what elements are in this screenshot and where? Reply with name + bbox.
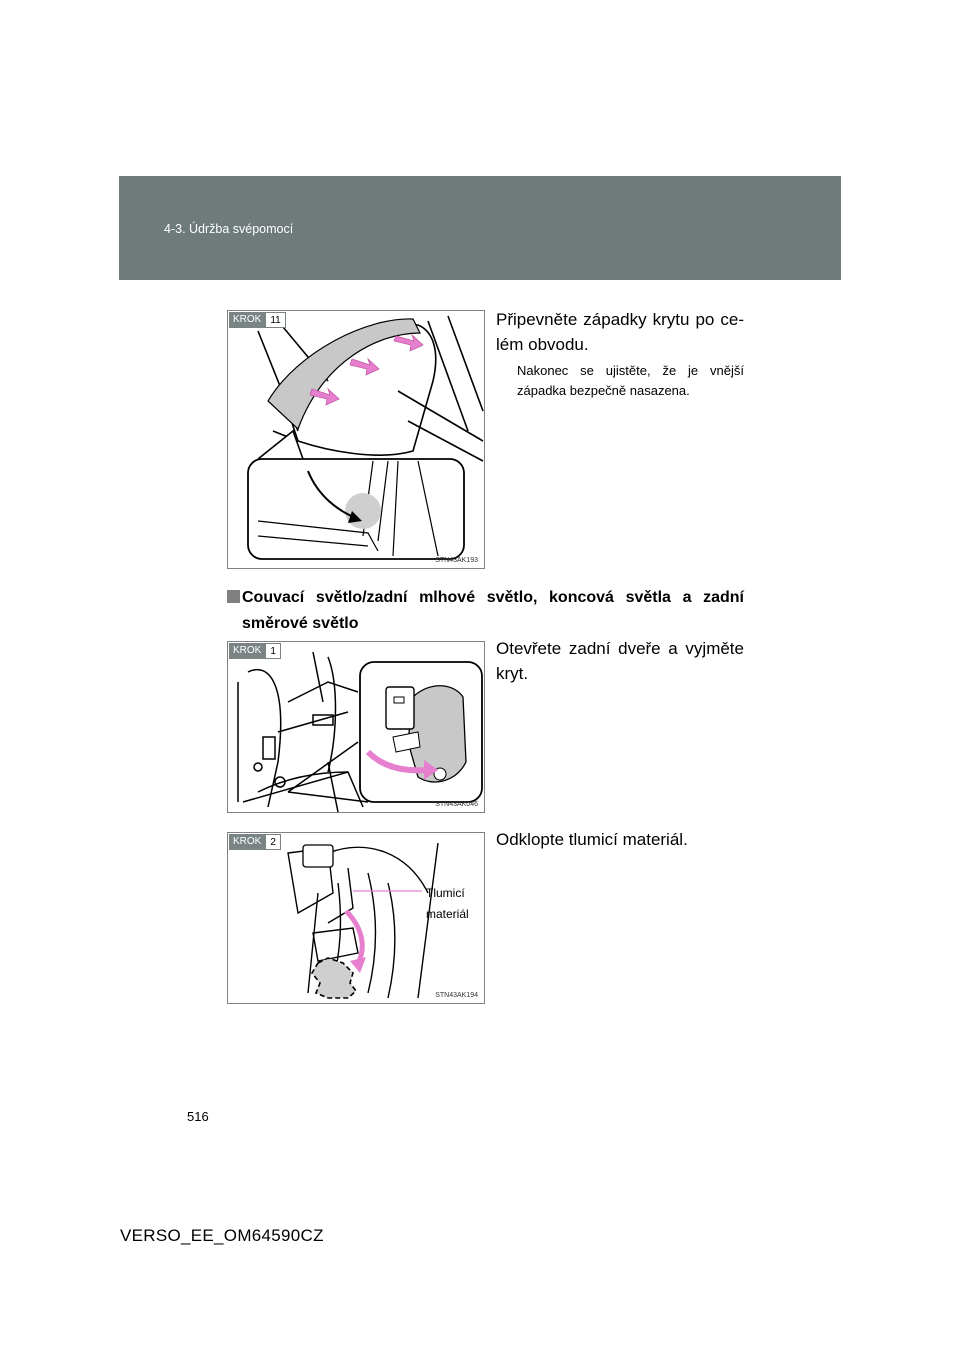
- section-title: 4-3. Údržba svépomocí: [164, 222, 294, 236]
- step-badge-label: KROK: [229, 834, 265, 850]
- step-badge-label: KROK: [229, 312, 265, 328]
- instruction-step-11: Připevněte západky krytu po ce-lém obvodu.: [496, 310, 744, 354]
- figure-code: STN43AK046: [435, 801, 478, 808]
- figure-code: STN43AK194: [435, 992, 478, 999]
- figure-step-11: [227, 310, 485, 569]
- figure-step-2: [227, 832, 485, 1004]
- mirror-cover-illustration: [228, 311, 485, 569]
- document-code: VERSO_EE_OM64590CZ: [120, 1226, 324, 1245]
- step-badge-number: 1: [265, 643, 281, 659]
- step-badge-number: 2: [265, 834, 281, 850]
- note-step-11: Nakonec se ujistěte, že je vnější západka bezpečně nasazena.: [517, 363, 744, 398]
- page-number: 516: [187, 1109, 209, 1124]
- step-badge: [229, 643, 281, 659]
- section-heading-text: Couvací světlo/zadní mlhové světlo, koncová světla a zadní směrové světlo: [242, 589, 744, 632]
- step-badge: [229, 312, 286, 328]
- rear-trim-illustration: [228, 642, 485, 813]
- step-badge-label: KROK: [229, 643, 265, 659]
- square-bullet-icon: [227, 590, 240, 603]
- instruction-step-2: Odklopte tlumicí materiál.: [496, 830, 688, 849]
- section-heading: [227, 585, 744, 637]
- callout-label: Tlumicí materiál: [426, 886, 469, 921]
- step-badge: [229, 834, 281, 850]
- step-badge-number: 11: [265, 312, 285, 328]
- figure-step-1: [227, 641, 485, 813]
- instruction-step-1: Otevřete zadní dveře a vyjměte kryt.: [496, 639, 744, 683]
- figure-code: STN43AK193: [435, 557, 478, 564]
